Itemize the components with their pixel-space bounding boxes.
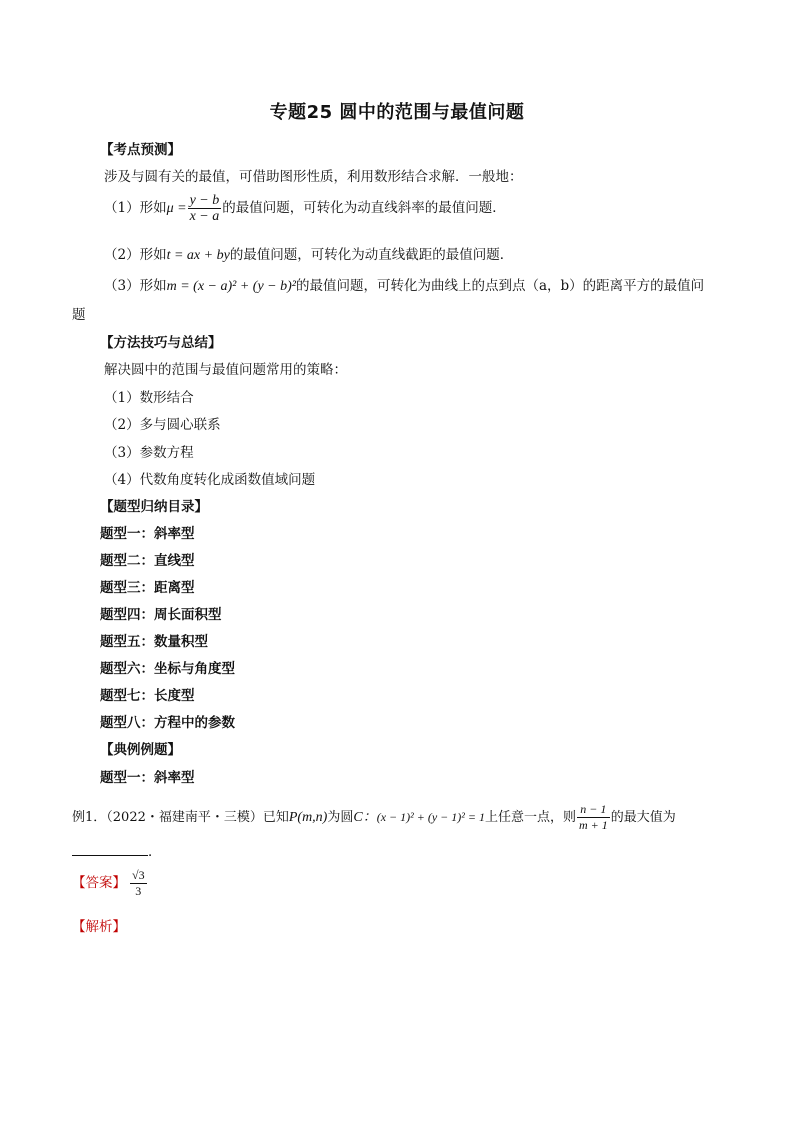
- answer-denominator: 3: [135, 884, 142, 898]
- predict-item-3: [104, 274, 704, 295]
- fraction-denominator: x − a: [189, 209, 220, 224]
- example-type: 题型一：斜率型: [100, 770, 195, 786]
- predict-item-1-prefix: （1）形如: [104, 200, 167, 216]
- method-item: （3）参数方程: [104, 445, 194, 461]
- predict-intro: 涉及与圆有关的最值，可借助图形性质，利用数形结合求解．一般地：: [104, 169, 523, 185]
- example-1-mid2: 上任意一点，则: [484, 810, 576, 825]
- ratio-denominator: m + 1: [578, 818, 608, 832]
- answer-fraction: [130, 868, 147, 899]
- example-1-end: ．: [148, 844, 162, 860]
- predict-item-3-cont: 题: [72, 307, 86, 323]
- predict-item-3-suffix: 的最值问题，可转化为曲线上的点到点（a，b）的距离平方的最值问: [295, 278, 705, 294]
- predict-item-1: [104, 193, 506, 224]
- section-examples: 【典例例题】: [100, 742, 181, 758]
- method-intro: 解决圆中的范围与最值问题常用的策略：: [104, 362, 347, 378]
- catalog-item: 题型六：坐标与角度型: [100, 661, 235, 677]
- circle-c: C：: [353, 810, 377, 825]
- circle-equation: (x − 1)² + (y − 1)² = 1: [376, 810, 485, 824]
- section-method: 【方法技巧与总结】: [100, 335, 222, 351]
- intercept-expression: t = ax + by: [166, 248, 230, 263]
- ratio-fraction: [577, 802, 610, 833]
- predict-item-2-prefix: （2）形如: [104, 247, 167, 263]
- answer-label: 【答案】: [72, 875, 126, 891]
- example-1-prefix: 例1．（2022・福建南平・三模）已知: [72, 810, 289, 825]
- catalog-item: 题型三：距离型: [100, 580, 195, 596]
- example-1: [72, 802, 676, 833]
- slope-fraction: [188, 193, 222, 224]
- method-item: （2）多与圆心联系: [104, 417, 221, 433]
- mu-lhs: μ =: [166, 201, 187, 216]
- catalog-item: 题型四：周长面积型: [100, 607, 222, 623]
- catalog-item: 题型一：斜率型: [100, 526, 195, 542]
- predict-item-1-suffix: 的最值问题，可转化为动直线斜率的最值问题．: [222, 200, 506, 216]
- answer-line: [72, 868, 148, 899]
- answer-numerator: √3: [132, 868, 145, 882]
- catalog-item: 题型七：长度型: [100, 688, 195, 704]
- predict-item-3-prefix: （3）形如: [104, 278, 167, 294]
- fraction-numerator: y − b: [189, 193, 220, 208]
- page-title: 专题25 圆中的范围与最值问题: [269, 102, 525, 123]
- analysis-label: 【解析】: [72, 919, 126, 935]
- distance-expression: m = (x − a)² + (y − b)²: [166, 279, 296, 294]
- answer-blank: [72, 843, 148, 856]
- catalog-item: 题型五：数量积型: [100, 634, 208, 650]
- predict-item-2-suffix: 的最值问题，可转化为动直线截距的最值问题．: [229, 247, 514, 263]
- example-1-suffix: 的最大值为: [610, 810, 676, 825]
- answer-blank-line: [72, 840, 162, 860]
- catalog-item: 题型二：直线型: [100, 553, 195, 569]
- point-p: P(m,n): [288, 810, 328, 825]
- catalog-item: 题型八：方程中的参数: [100, 715, 235, 731]
- method-item: （1）数形结合: [104, 390, 194, 406]
- section-catalog: 【题型归纳目录】: [100, 499, 208, 515]
- ratio-numerator: n − 1: [577, 802, 610, 818]
- method-item: （4）代数角度转化成函数值域问题: [104, 472, 316, 488]
- predict-item-2: [104, 243, 513, 264]
- section-predict: 【考点预测】: [100, 142, 181, 158]
- example-1-mid: 为圆: [327, 810, 354, 825]
